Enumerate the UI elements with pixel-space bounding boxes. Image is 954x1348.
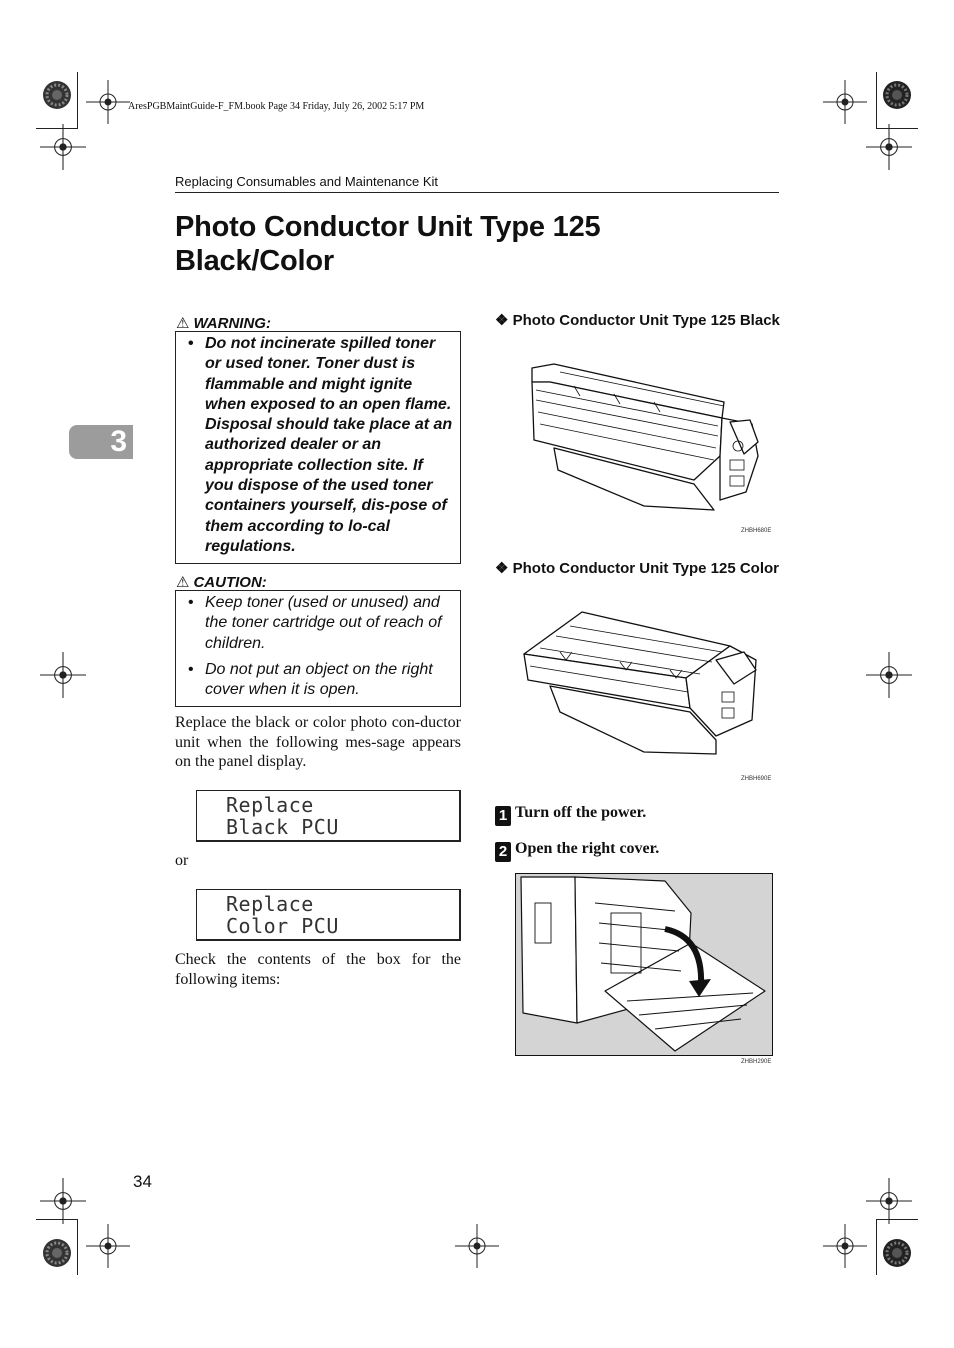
registration-target-icon: [40, 652, 86, 698]
step-1: [495, 804, 646, 826]
caution-triangle-icon: ⚠: [176, 574, 190, 591]
step-text: Turn off the power.: [515, 804, 647, 821]
color-wheel-icon: [882, 1238, 912, 1268]
registration-target-icon: [866, 652, 912, 698]
step-number: 1: [495, 806, 511, 826]
step-text: Open the right cover.: [515, 840, 660, 857]
running-header: Replacing Consumables and Maintenance Kit: [175, 174, 439, 189]
chapter-tab: [69, 425, 133, 459]
figure-code: ZHBH290E: [741, 1059, 772, 1065]
registration-target-icon: [823, 1224, 867, 1268]
header-rule: [175, 192, 779, 193]
figure-code: ZHBH680E: [741, 528, 772, 534]
check-contents-paragraph: Check the contents of the box for the following items:: [175, 951, 461, 988]
display-line: Replace: [226, 892, 314, 916]
color-wheel-icon: [42, 1238, 72, 1268]
figure-heading: ❖ Photo Conductor Unit Type 125 Black: [495, 312, 780, 329]
page-title: [175, 210, 735, 278]
registration-target-icon: [823, 80, 867, 124]
caution-item: • Do not put an object on the right cover when it is open.: [182, 660, 454, 701]
display-line: Replace: [226, 793, 314, 817]
step-number: 2: [495, 842, 511, 862]
display-line: Color PCU: [226, 914, 339, 938]
display-message: [196, 790, 461, 842]
registration-target-icon: [40, 124, 86, 170]
registration-target-icon: [86, 80, 130, 124]
or-text: or: [175, 852, 189, 869]
registration-target-icon: [455, 1224, 499, 1268]
figure-heading: ❖ Photo Conductor Unit Type 125 Color: [495, 560, 780, 577]
figure-code: ZHBH690E: [741, 776, 772, 782]
page-number: 34: [133, 1172, 152, 1191]
warning-item: • Do not incinerate spilled toner or used toner. Toner dust is flammable and might ignite when exposed to an open flame. Disposal should take place at an authorized dealer or an appropriate collection site. If you dispose of the used toner containers yourself, dis-pose of them according to lo-cal regulations.: [182, 334, 454, 557]
diamond-bullet-icon: ❖: [495, 312, 509, 329]
diamond-bullet-icon: ❖: [495, 560, 509, 577]
pcu-color-illustration: [520, 608, 764, 760]
warning-label: ⚠ WARNING:: [176, 315, 271, 332]
printer-right-cover-illustration: [515, 873, 773, 1056]
registration-target-icon: [866, 1178, 912, 1224]
chapter-number: 3: [110, 425, 127, 458]
color-wheel-icon: [42, 80, 72, 110]
registration-target-icon: [866, 124, 912, 170]
print-info: AresPGBMaintGuide-F_FM.book Page 34 Friday, July 26, 2002 5:17 PM: [128, 101, 425, 112]
display-message: [196, 889, 461, 941]
pcu-black-illustration: [524, 360, 764, 518]
page-title-line: Photo Conductor Unit Type 125: [175, 211, 601, 243]
registration-target-icon: [40, 1178, 86, 1224]
color-wheel-icon: [882, 80, 912, 110]
step-2: [495, 840, 659, 862]
display-line: Black PCU: [226, 815, 339, 839]
registration-target-icon: [86, 1224, 130, 1268]
caution-label: ⚠ CAUTION:: [176, 574, 267, 591]
caution-box: [175, 590, 461, 707]
caution-item: • Keep toner (used or unused) and the toner cartridge out of reach of children.: [182, 593, 454, 654]
warning-triangle-icon: ⚠: [176, 315, 190, 332]
intro-paragraph: Replace the black or color photo con-ductor unit when the following mes-sage appears on the panel display.: [175, 714, 461, 771]
page-title-line: Black/Color: [175, 245, 334, 277]
warning-box: [175, 331, 461, 564]
